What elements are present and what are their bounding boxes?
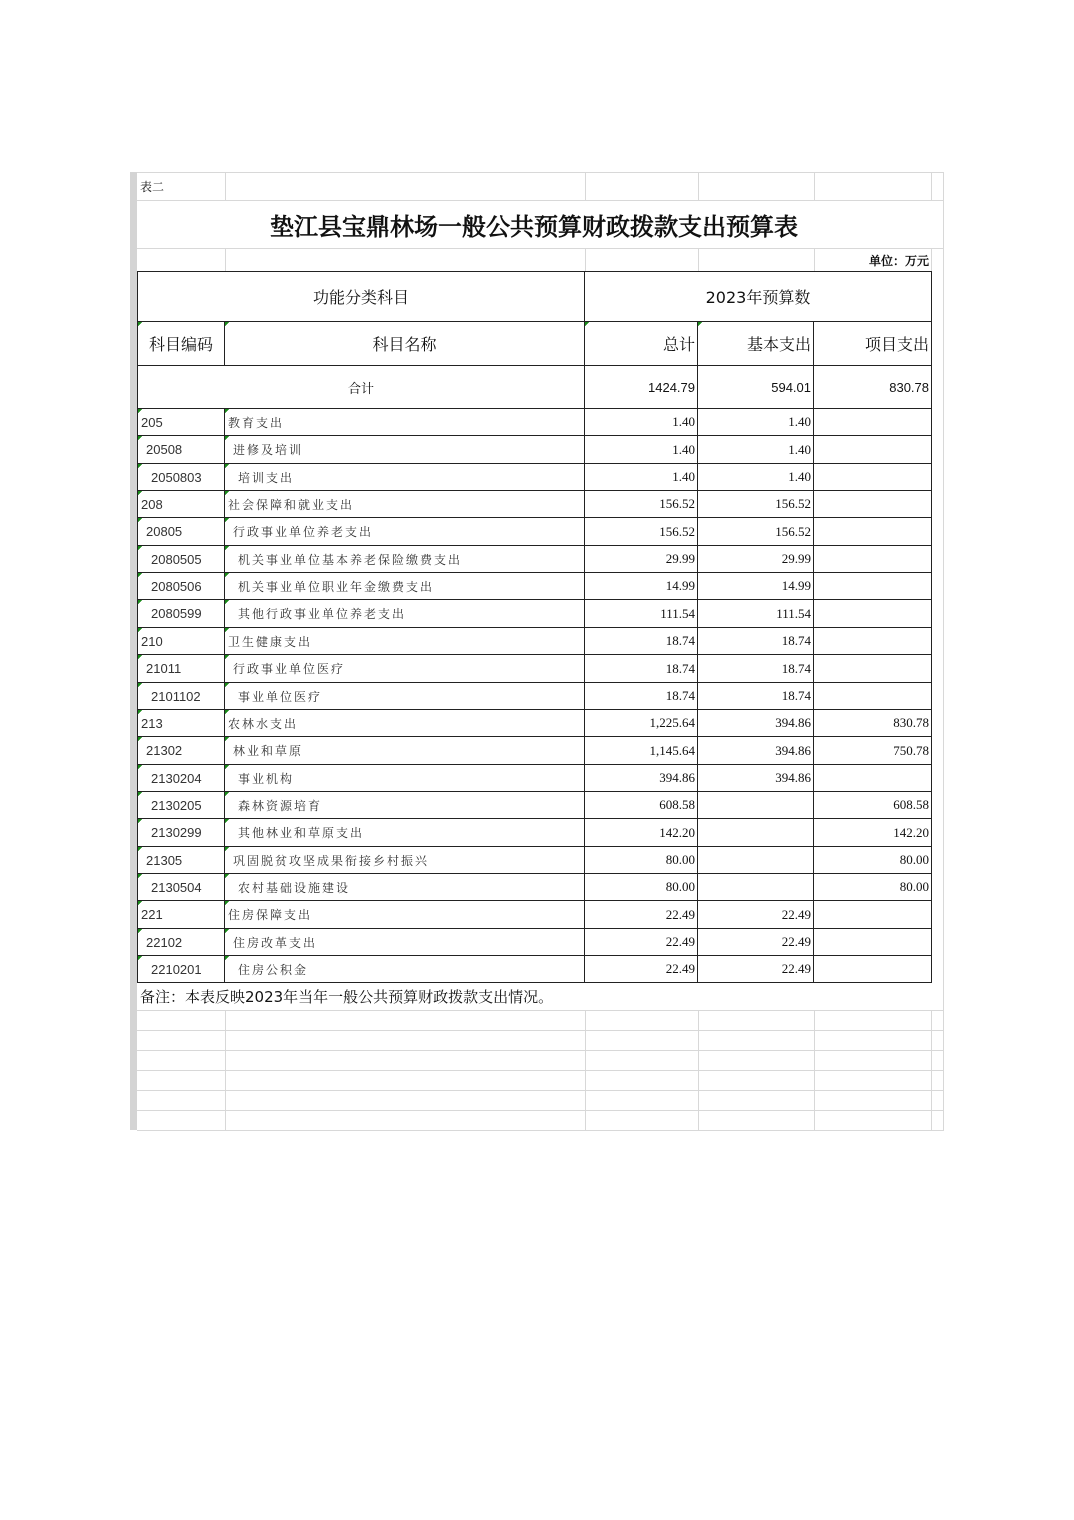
row-name: 行政事业单位医疗 [225,655,585,683]
row-code: 2130204 [137,765,225,792]
gridline [931,248,932,271]
row-total: 1.40 [585,409,698,436]
row-total: 18.74 [585,655,698,683]
row-total: 22.49 [585,956,698,983]
row-name: 培训支出 [225,464,585,491]
row-name: 事业单位医疗 [225,683,585,710]
header-total: 总计 [585,322,698,366]
gridline [137,1010,944,1011]
gridline [814,1010,815,1130]
row-basic: 394.86 [698,765,814,792]
row-project [814,901,932,929]
row-name: 巩固脱贫攻坚成果衔接乡村振兴 [225,847,585,874]
row-project [814,956,932,983]
row-name: 行政事业单位养老支出 [225,518,585,546]
row-code: 20805 [137,518,225,546]
row-code: 205 [137,409,225,436]
row-name: 机关事业单位职业年金缴费支出 [225,573,585,600]
row-project [814,628,932,655]
gridline [225,172,226,200]
row-project [814,600,932,628]
row-name: 住房改革支出 [225,929,585,956]
gridline [931,172,932,200]
gridline [698,248,699,271]
row-code: 2130205 [137,792,225,819]
header-func-class: 功能分类科目 [137,271,585,322]
row-project: 80.00 [814,847,932,874]
row-project: 608.58 [814,792,932,819]
gridline [137,172,944,173]
row-name: 住房公积金 [225,956,585,983]
row-basic: 22.49 [698,929,814,956]
row-code: 2130299 [137,819,225,847]
row-basic: 156.52 [698,518,814,546]
row-name: 住房保障支出 [225,901,585,929]
row-basic [698,819,814,847]
row-name: 进修及培训 [225,436,585,464]
gridline [585,1010,586,1130]
gridline [943,172,944,1130]
row-code: 2130504 [137,874,225,901]
row-name: 卫生健康支出 [225,628,585,655]
row-total: 22.49 [585,929,698,956]
row-basic [698,792,814,819]
row-basic: 394.86 [698,737,814,765]
row-code: 208 [137,491,225,518]
sum-project: 830.78 [814,366,932,409]
header-code: 科目编码 [137,322,225,366]
row-basic [698,847,814,874]
row-basic: 18.74 [698,655,814,683]
unit-label: 单位：万元 [815,249,931,271]
row-name: 农村基础设施建设 [225,874,585,901]
row-project [814,929,932,956]
row-total: 608.58 [585,792,698,819]
gridline [137,1130,944,1131]
row-name: 森林资源培育 [225,792,585,819]
row-total: 156.52 [585,491,698,518]
row-name: 事业机构 [225,765,585,792]
row-basic: 18.74 [698,628,814,655]
sum-total: 1424.79 [585,366,698,409]
row-total: 22.49 [585,901,698,929]
row-total: 18.74 [585,628,698,655]
row-total: 111.54 [585,600,698,628]
row-code: 2080506 [137,573,225,600]
row-total: 394.86 [585,765,698,792]
page-title: 垫江县宝鼎林场一般公共预算财政拨款支出预算表 [137,201,931,247]
row-code: 21302 [137,737,225,765]
row-code: 2080599 [137,600,225,628]
gridline [698,1010,699,1130]
gridline [814,172,815,200]
row-project [814,655,932,683]
row-project: 830.78 [814,710,932,737]
row-total: 1,145.64 [585,737,698,765]
sheet-label: 表二 [140,179,165,194]
row-total: 142.20 [585,819,698,847]
row-project [814,573,932,600]
sum-basic: 594.01 [698,366,814,409]
row-total: 1.40 [585,436,698,464]
row-code: 22102 [137,929,225,956]
row-basic: 18.74 [698,683,814,710]
gridline [698,172,699,200]
gridline [585,248,586,271]
row-project [814,464,932,491]
row-name: 林业和草原 [225,737,585,765]
row-basic [698,874,814,901]
row-code: 221 [137,901,225,929]
header-basic: 基本支出 [698,322,814,366]
row-total: 29.99 [585,546,698,573]
row-basic: 22.49 [698,956,814,983]
header-name: 科目名称 [225,322,585,366]
row-name: 机关事业单位基本养老保险缴费支出 [225,546,585,573]
row-project [814,409,932,436]
row-basic: 394.86 [698,710,814,737]
row-project [814,491,932,518]
gridline [137,1050,944,1051]
footnote: 备注：本表反映2023年当年一般公共预算财政拨款支出情况。 [140,983,840,1009]
row-total: 156.52 [585,518,698,546]
header-project: 项目支出 [814,322,932,366]
row-project [814,518,932,546]
row-basic: 14.99 [698,573,814,600]
row-code: 21011 [137,655,225,683]
gridline [931,1010,932,1130]
row-name: 社会保障和就业支出 [225,491,585,518]
row-code: 210 [137,628,225,655]
row-basic: 1.40 [698,409,814,436]
gridline [585,172,586,200]
row-basic: 22.49 [698,901,814,929]
gridline [137,1090,944,1091]
row-code: 21305 [137,847,225,874]
header-budget-year: 2023年预算数 [585,271,932,322]
row-project: 80.00 [814,874,932,901]
row-basic: 29.99 [698,546,814,573]
gridline [225,248,226,271]
row-basic: 1.40 [698,464,814,491]
row-header-gutter [130,172,137,1130]
row-project [814,436,932,464]
gridline [137,1030,944,1031]
row-project [814,765,932,792]
sum-label: 合计 [137,366,585,409]
gridline [137,1070,944,1071]
row-code: 2080505 [137,546,225,573]
row-name: 其他行政事业单位养老支出 [225,600,585,628]
row-project: 142.20 [814,819,932,847]
row-total: 18.74 [585,683,698,710]
row-code: 213 [137,710,225,737]
row-basic: 111.54 [698,600,814,628]
row-name: 农林水支出 [225,710,585,737]
row-total: 80.00 [585,874,698,901]
row-code: 20508 [137,436,225,464]
row-project [814,546,932,573]
row-total: 1.40 [585,464,698,491]
row-total: 14.99 [585,573,698,600]
row-code: 2101102 [137,683,225,710]
row-total: 80.00 [585,847,698,874]
row-total: 1,225.64 [585,710,698,737]
row-code: 2050803 [137,464,225,491]
row-basic: 1.40 [698,436,814,464]
gridline [225,1010,226,1130]
row-code: 2210201 [137,956,225,983]
row-project: 750.78 [814,737,932,765]
row-basic: 156.52 [698,491,814,518]
gridline [137,1110,944,1111]
row-name: 其他林业和草原支出 [225,819,585,847]
row-name: 教育支出 [225,409,585,436]
row-project [814,683,932,710]
